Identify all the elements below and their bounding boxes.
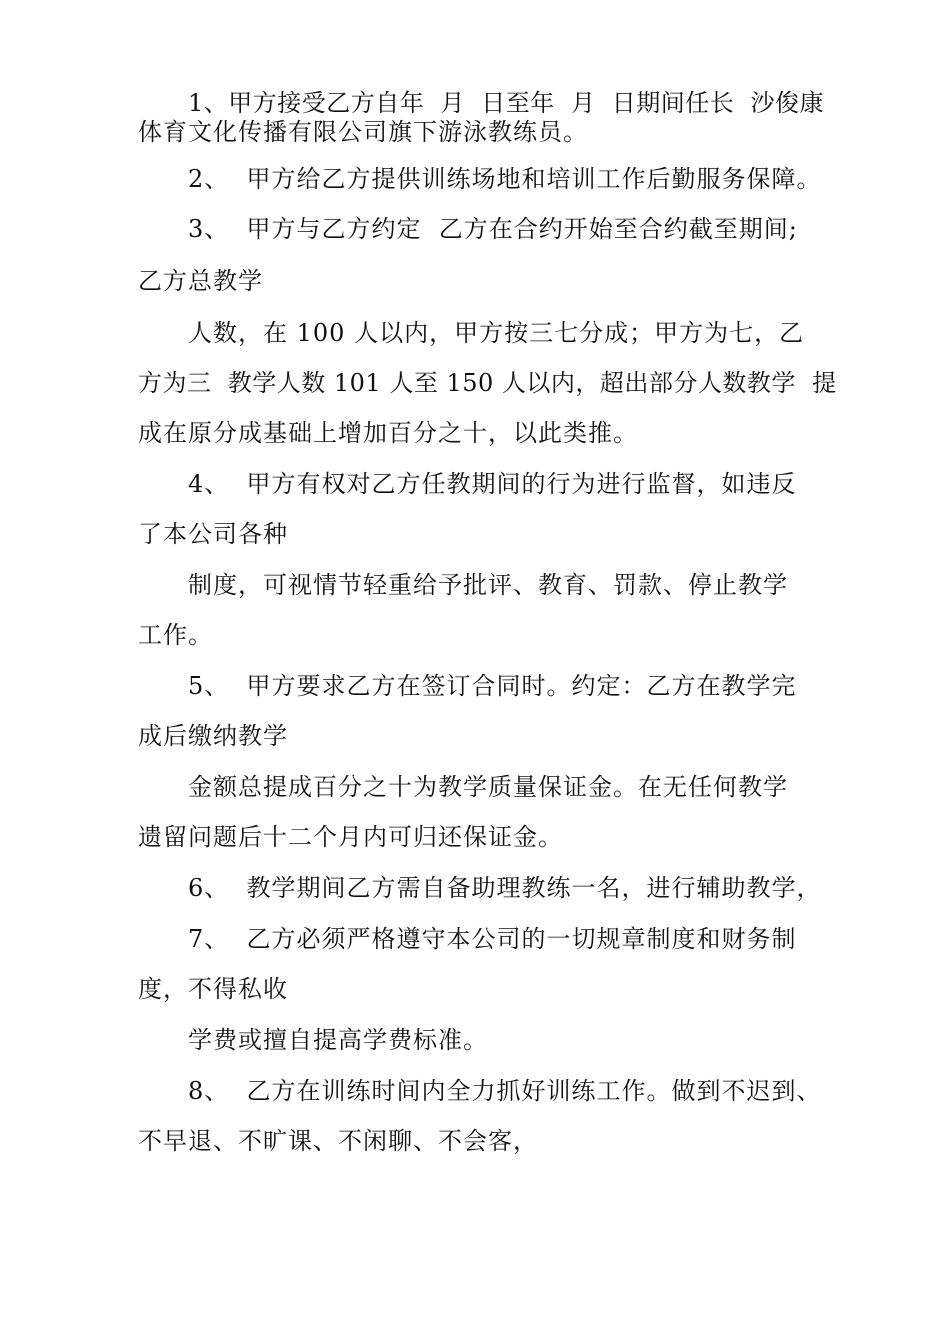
clause-1-line-2: 体育文化传播有限公司旗下游泳教练员。 (138, 118, 588, 146)
clause-8-line-2: 不早退、不旷课、不闲聊、不会客， (138, 1127, 538, 1155)
clause-3-line-5: 成在原分成基础上增加百分之十，以此类推。 (138, 419, 638, 447)
clause-3-line-4: 方为三 教学人数 101 人至 150 人以内，超出部分人数教学 提 (138, 369, 837, 397)
clause-3-line-2: 乙方总教学 (138, 267, 263, 295)
clause-4-line-2: 了本公司各种 (138, 520, 288, 548)
clause-5-line-3: 金额总提成百分之十为教学质量保证金。在无任何教学 (188, 773, 788, 801)
clause-7-line-1: 7、 乙方必须严格遵守本公司的一切规章制度和财务制 (188, 925, 797, 953)
clause-6-line-1: 6、 教学期间乙方需自备助理教练一名，进行辅助教学， (188, 874, 822, 902)
clause-8-line-1: 8、 乙方在训练时间内全力抓好训练工作。做到不迟到、 (188, 1077, 822, 1105)
clause-1-line-1: 1、甲方接受乙方自年 月 日至年 月 日期间任长 沙俊康 (188, 89, 825, 117)
clause-4-line-3: 制度，可视情节轻重给予批评、教育、罚款、停止教学 (188, 571, 788, 599)
clause-2-line-1: 2、 甲方给乙方提供训练场地和培训工作后勤服务保障。 (188, 165, 822, 193)
clause-5-line-2: 成后缴纳教学 (138, 722, 288, 750)
clause-3-line-3: 人数，在 100 人以内，甲方按三七分成；甲方为七，乙 (188, 319, 805, 347)
clause-7-line-2: 度，不得私收 (138, 975, 288, 1003)
clause-5-line-4: 遗留问题后十二个月内可归还保证金。 (138, 823, 563, 851)
clause-4-line-4: 工作。 (138, 621, 213, 649)
clause-3-line-1: 3、 甲方与乙方约定 乙方在合约开始至合约截至期间; (188, 215, 798, 243)
clause-4-line-1: 4、 甲方有权对乙方任教期间的行为进行监督，如违反 (188, 470, 797, 498)
clause-7-line-3: 学费或擅自提高学费标准。 (188, 1026, 488, 1054)
clause-5-line-1: 5、 甲方要求乙方在签订合同时。约定：乙方在教学完 (188, 672, 797, 700)
